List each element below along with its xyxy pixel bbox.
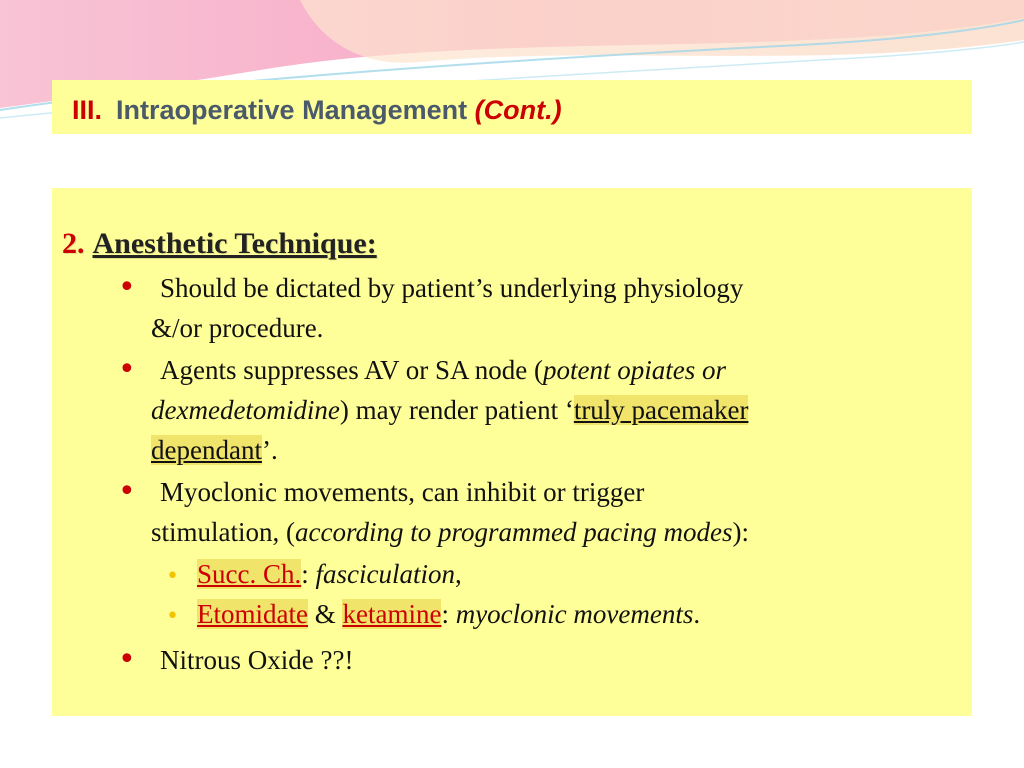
bullet-2-text-a: Agents suppresses AV or SA node ( <box>160 355 544 385</box>
bullet-dot-icon: • <box>118 270 136 305</box>
bullet-1-line-1: Should be dictated by patient’s underlying physiology <box>160 273 744 303</box>
bullet-item-3 <box>118 472 948 552</box>
bullet-2-highlight-b: dependant <box>151 435 262 465</box>
sub-2-highlight-a: Etomidate <box>196 599 308 629</box>
bullet-3-italic: according to programmed pacing modes <box>295 517 733 547</box>
sub-2-italic: myoclonic movements <box>455 599 694 629</box>
sub-1-sep: : <box>301 559 316 589</box>
bullet-dot-icon: • <box>118 352 136 387</box>
sub-bullet-item-2 <box>166 594 700 637</box>
bullet-item-1 <box>118 268 948 348</box>
bullet-2-line-2 <box>118 390 948 430</box>
bullet-item-4 <box>118 640 948 680</box>
sub-bullet-item-1 <box>166 554 462 597</box>
bullet-item-2 <box>118 350 948 470</box>
bullet-dot-icon: • <box>118 642 136 677</box>
sub-2-sep: : <box>441 599 456 629</box>
title-cont: (Cont.) <box>474 95 562 125</box>
sub-2-highlight-b: ketamine <box>342 599 442 629</box>
sub-2-end: . <box>693 599 701 629</box>
sub-bullet-dot-icon: • <box>166 564 179 589</box>
bullet-2-end: ’. <box>261 435 278 465</box>
bullet-1-line-2: &/or procedure. <box>151 313 324 343</box>
heading-number: 2. <box>62 227 85 260</box>
bullet-2-line-1 <box>118 350 948 390</box>
sub-1-italic: fasciculation <box>315 559 455 589</box>
sub-2-amp: & <box>307 599 343 629</box>
bullet-2-italic-a: potent opiates or <box>543 355 727 385</box>
section-heading <box>62 226 377 262</box>
bullet-3-line-1: Myoclonic movements, can inhibit or trigger <box>160 477 645 507</box>
sub-bullet-dot-icon: • <box>166 604 179 629</box>
slide-title <box>72 94 562 126</box>
bullet-2-line-3 <box>118 430 948 470</box>
sub-1-highlight: Succ. Ch. <box>196 559 302 589</box>
sub-1-end: , <box>454 559 462 589</box>
bullet-dot-icon: • <box>118 474 136 509</box>
title-main: Intraoperative Management <box>116 95 468 125</box>
title-number: III. <box>72 95 103 125</box>
bullet-2-highlight-a: truly pacemaker <box>573 395 749 425</box>
bullet-4-text: Nitrous Oxide ??! <box>160 645 354 675</box>
heading-text: Anesthetic Technique: <box>92 227 377 260</box>
bullet-3-line-2 <box>118 512 948 552</box>
bullet-2-italic-b: dexmedetomidine <box>151 395 340 425</box>
bullet-2-text-b: ) may render patient ‘ <box>339 395 574 425</box>
title-banner <box>52 80 972 134</box>
bullet-3-text-b: ): <box>732 517 749 547</box>
bullet-3-text-a: stimulation, ( <box>151 517 295 547</box>
content-panel <box>52 188 972 716</box>
